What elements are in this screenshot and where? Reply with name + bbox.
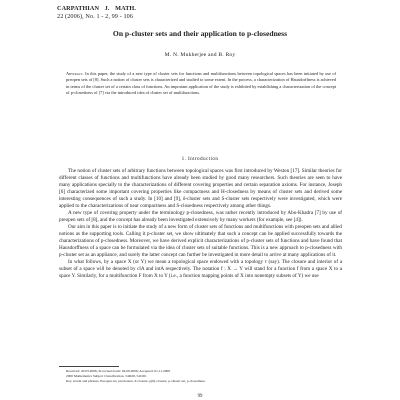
page-number: 99 [197, 394, 203, 399]
paper-title: On p-cluster sets and their application to p-closedness [112, 29, 288, 38]
paragraph: The notion of cluster sets of arbitrary functions between topological spaces was first introduced by Weston [17]. Similar theories for different classes of functions and multifunctions have already been studied by good many researchers. Such theories are seen to have many applications specially to the characterizations of different covering properties and certain separation axioms. For instance, Joseph [6] characterized some important covering properties like compactness and H-closedness by means of cluster sets and derived some interesting consequences of such a study. In [10] and [9], δ-cluster sets and S-cluster sets respectively were investigated, which were applied to the characterizations of near compactness and S-closedness respectively among other things. [59, 168, 342, 209]
paper-authors: M. N. Mukherjee and B. Roy [164, 52, 236, 58]
abstract [66, 71, 336, 97]
body-text [59, 168, 342, 280]
footnote-classification: 2000 Mathematics Subject Classification. 54D20, 54C60. [66, 374, 147, 379]
footnote-divider [59, 366, 119, 367]
section-heading: 1. Introduction [181, 156, 219, 162]
footnotes [66, 369, 338, 384]
footnote-received: Received: 20.03.2006; In revised form: 04.09.2006; Accepted: 01.11.2006 [66, 369, 170, 373]
journal-header [57, 5, 136, 20]
footnote-keywords: Key words and phrases. Preopen set, preclosure, θ-closure, p(θ)-closure, p-cluster set, p-closedness. [66, 379, 206, 384]
abstract-text: In this paper, the study of a new type of cluster sets for functions and multifunctions between topological spaces has been initiated by use of preopen sets of [8]. Such a notion of cluster sets is characterized and studied to some extent. In the process, a characterization of Hausdorffness is achieved in terms of the cluster set of a certain class of functions. An important application of the study is exhibited by establishing a characterization of the concept of p-closedness of [7] via the introduced idea of cluster set of multifunctions. [66, 71, 337, 96]
abstract-label: Abstract. [66, 71, 84, 76]
journal-volume: 22 (2006), No. 1 - 2, 99 - 106 [57, 12, 134, 20]
paragraph: Our aim in this paper is to initiate the study of a new form of cluster sets of functions and multifunctions with preopen sets and allied notions as the supporting tools. Calling it p-cluster set, we show ultimately that such a concept can be applied successfully towards the characterizations of p-closedness. Moreover, we have derived explicit characterizations of p-cluster sets of functions and have found that Hausdorffness of a space can be formulated via the idea of cluster sets of suitable functions. This is a new approach to p-closedness with p-cluster set as an appliance, and surely the latter concept can further be investigated in more detail to arrive at many applications of it. [59, 223, 342, 258]
journal-name: CARPATHIAN J. MATH. [57, 5, 136, 12]
paragraph: In what follows, by a space X (or Y) we mean a topological space endowed with a topology τ (say). The closure and interior of a subset of a space will be denoted by clA and intA respectively. The notation f : X → Y will stand for a function f from a space X to a space Y. Similarly, for a multifunction F from X to Y (i.e., a function mapping points of X into nonempty subsets of Y) we use [59, 258, 342, 279]
paragraph: A new type of covering property under the terminology p-closedness, was rather recently introduced by Abo-Khadra [7] by use of preopen sets of [8], and the concept has already been investigated extensively by many workers (for example, see [4]). [59, 209, 342, 223]
